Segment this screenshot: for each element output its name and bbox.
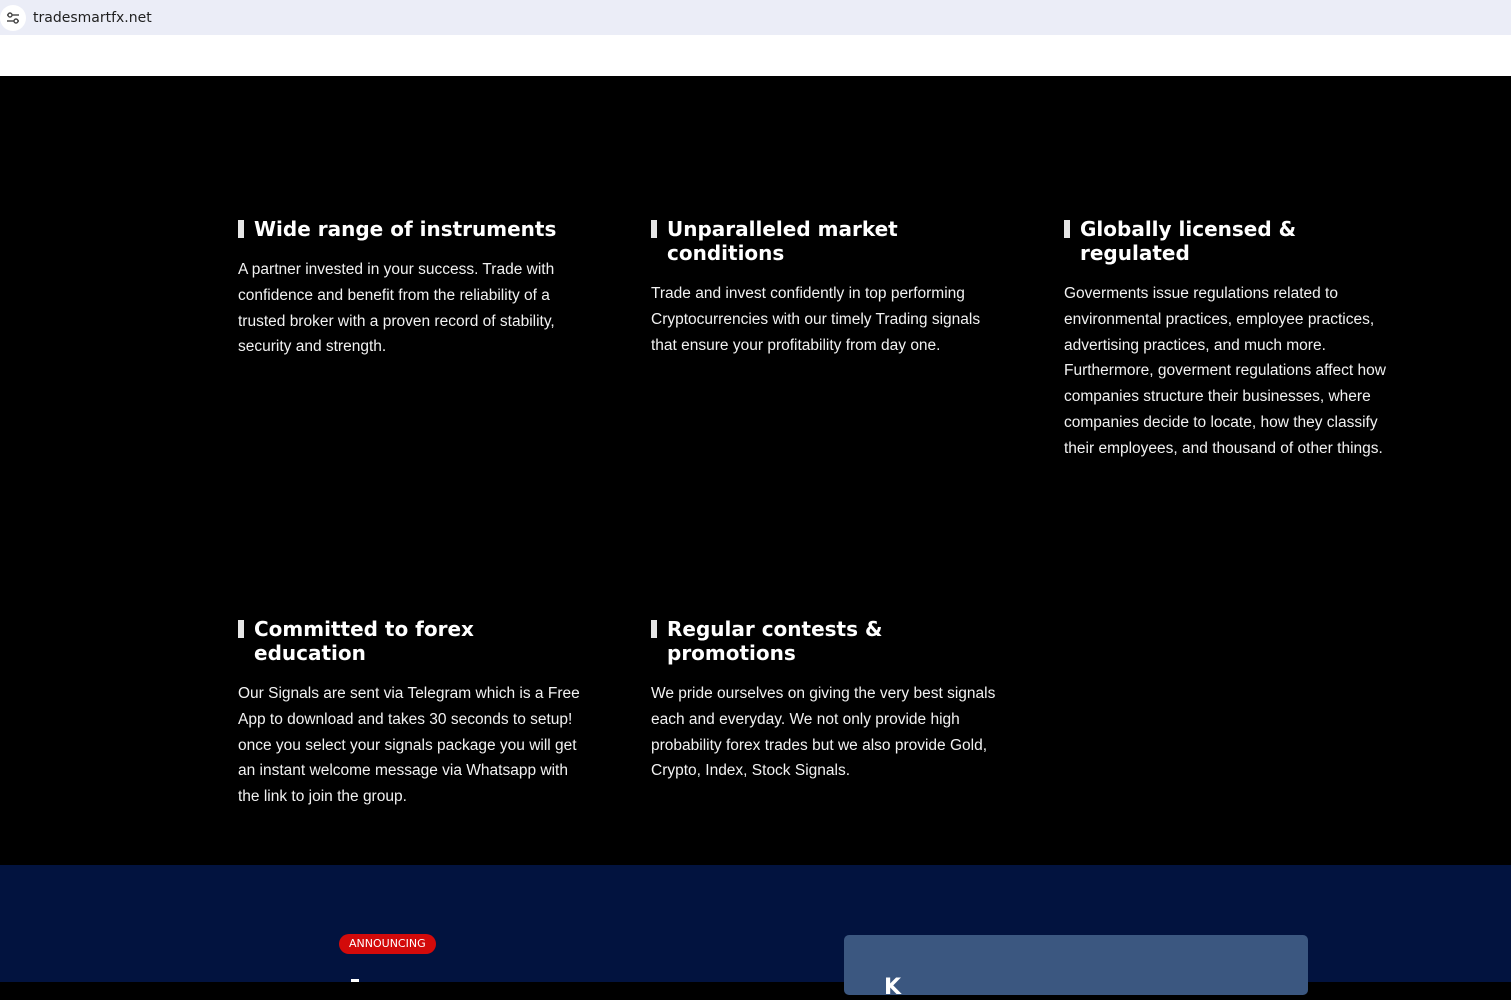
accent-bar (238, 620, 244, 638)
feature-licensed (1064, 217, 1409, 462)
accent-bar (1064, 220, 1070, 238)
features-section (0, 76, 1511, 865)
promo-section (0, 865, 1511, 1000)
feature-title (238, 617, 588, 665)
header-strip (0, 35, 1511, 76)
feature-title-text: Wide range of instruments (254, 217, 557, 241)
announcing-badge: ANNOUNCING (339, 934, 436, 954)
accent-bar (651, 220, 657, 238)
feature-title-text: Committed to forex education (254, 617, 474, 665)
feature-text: Trade and invest confidently in top performing Cryptocurrencies with our timely Trading signals that ensure your profitability from day one. (651, 285, 981, 354)
accent-bar (651, 620, 657, 638)
feature-title (238, 217, 588, 241)
feature-market-conditions (651, 217, 1001, 358)
promo-heading-fragment (351, 979, 359, 982)
feature-text: We pride ourselves on giving the very best signals each and everyday. We not only provide high probability forex trades but we also provide Gold, Crypto, Index, Stock Signals. (651, 685, 996, 780)
feature-wide-range (238, 217, 588, 360)
feature-text: Our Signals are sent via Telegram which is a Free App to download and takes 30 seconds to setup! once you select your signals package you will get an instant welcome message via Whatsapp with the link to join the group. (238, 685, 580, 806)
feature-title-text: Unparalleled market conditions (667, 217, 898, 265)
feature-title (651, 617, 1001, 665)
feature-text: Goverments issue regulations related to environmental practices, employee practices, advertising practices, and much more. Furthermore, goverment regulations affect how companies structure their businesses, where companies decide to locate, how they classify their employees, and thousand of other things. (1064, 285, 1386, 457)
feature-contests (651, 617, 1001, 784)
feature-title-text: Regular contests & promotions (667, 617, 883, 665)
promo-card (844, 935, 1308, 1000)
feature-title-text: Globally licensed & regulated (1080, 217, 1297, 265)
feature-education (238, 617, 588, 810)
feature-title (651, 217, 1001, 265)
feature-title (1064, 217, 1409, 265)
accent-bar (238, 220, 244, 238)
feature-text: A partner invested in your success. Trade with confidence and benefit from the reliability of a trusted broker with a proven record of stability, security and strength. (238, 261, 555, 356)
tune-icon[interactable] (0, 5, 26, 31)
url-text[interactable]: tradesmartfx.net (33, 9, 152, 26)
address-bar[interactable] (0, 0, 1511, 35)
promo-card-title: K (884, 975, 902, 1000)
